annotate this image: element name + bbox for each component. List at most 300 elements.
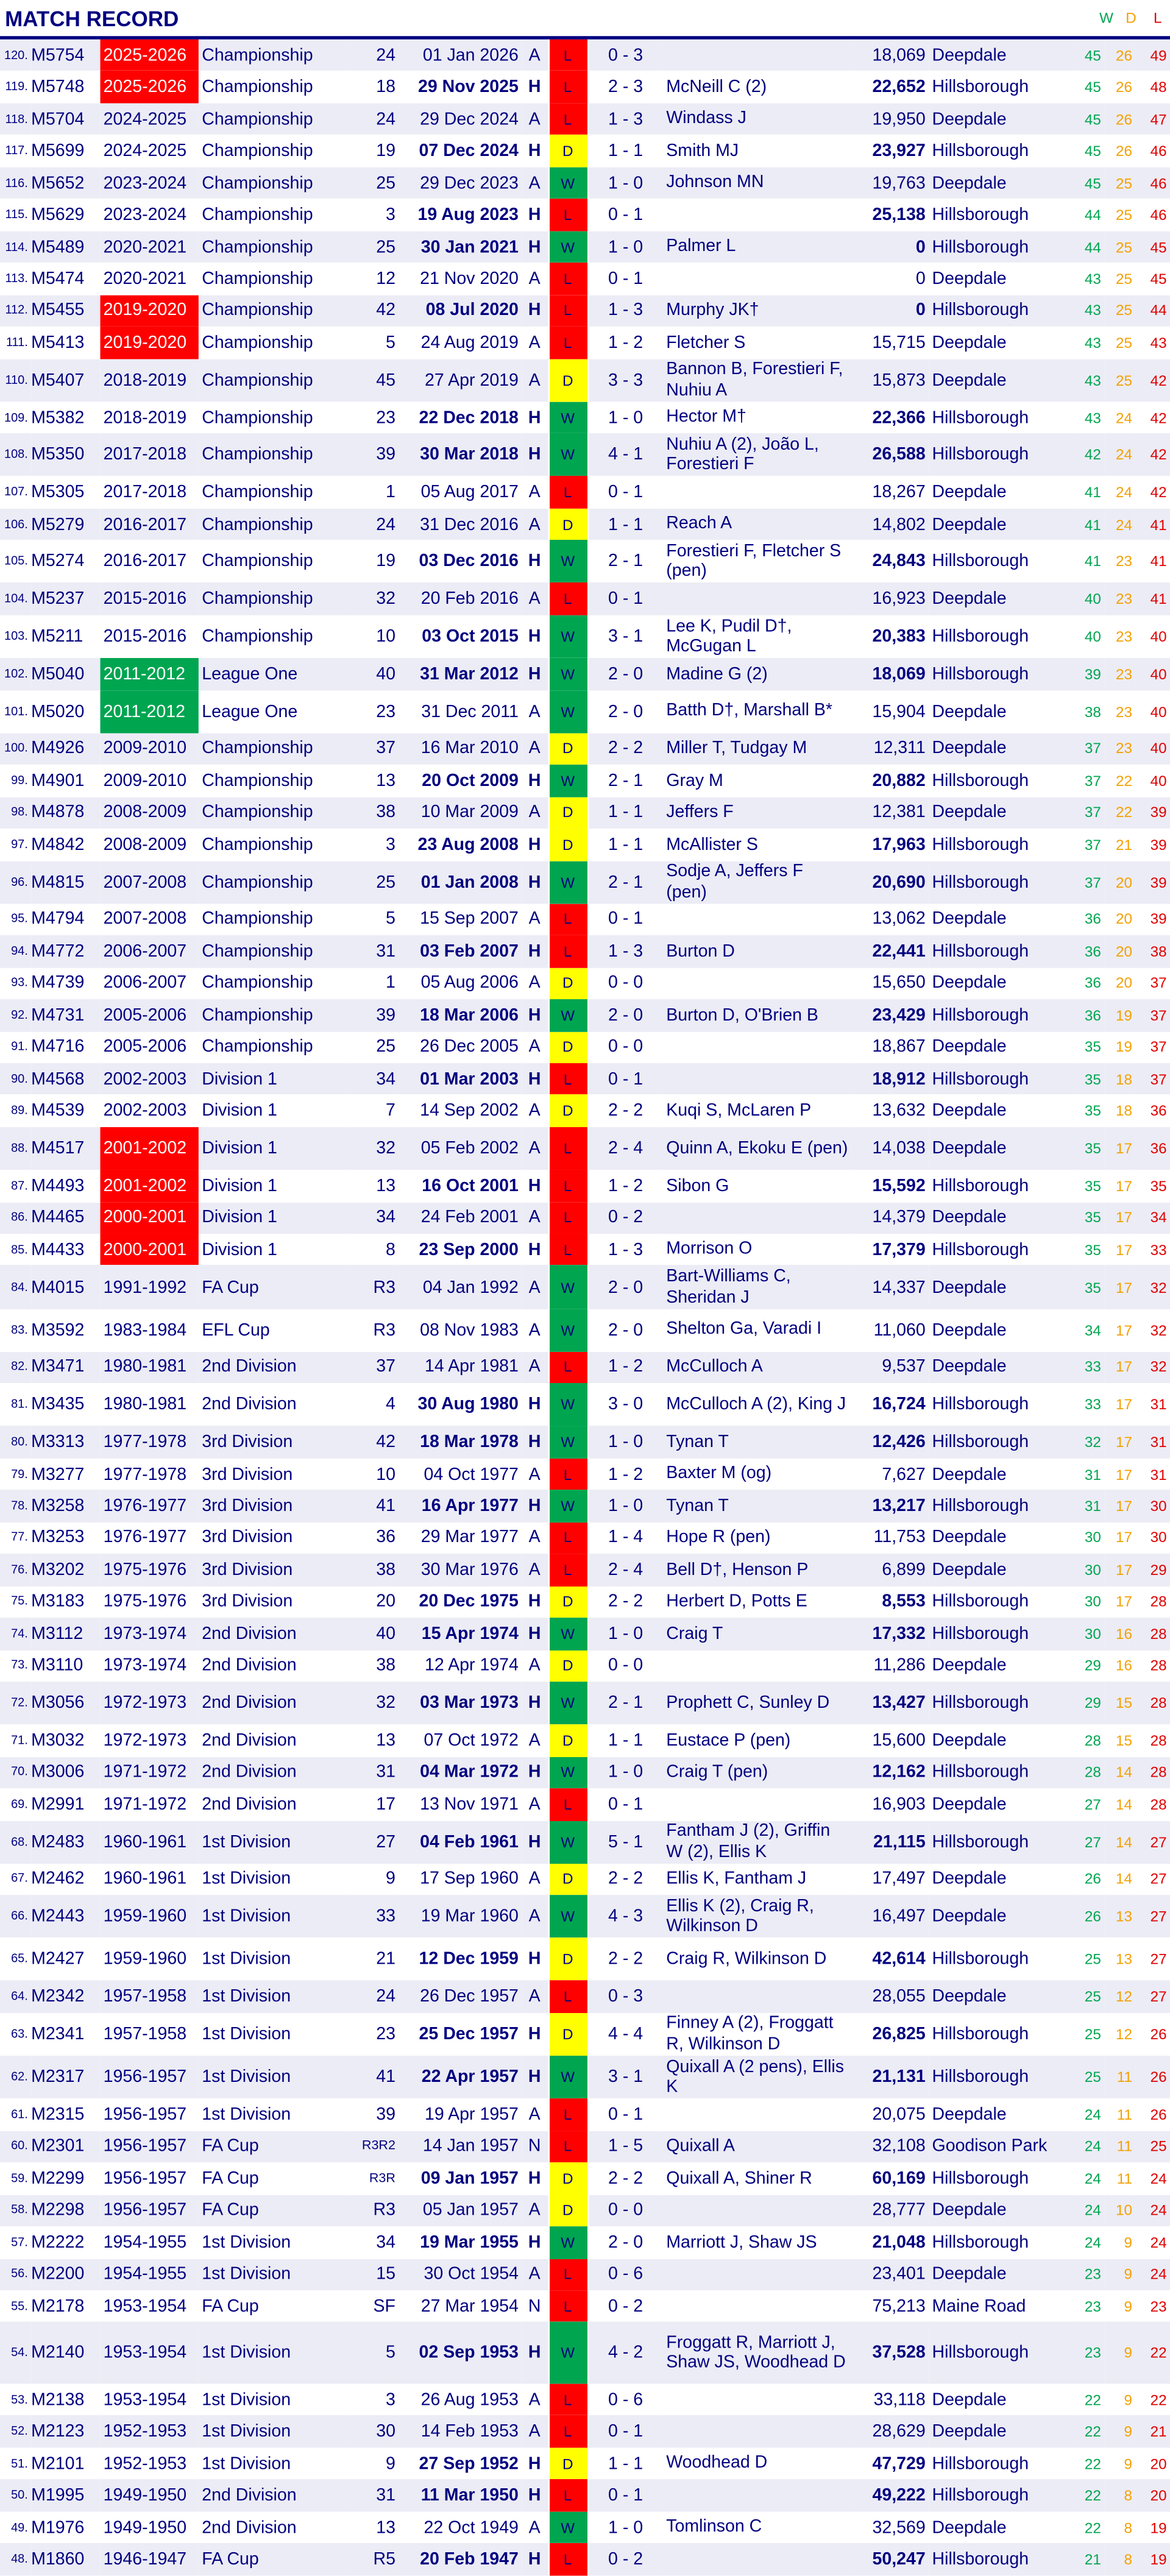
losses-count: 20 bbox=[1150, 2455, 1167, 2472]
round-cell: 25 bbox=[376, 1037, 395, 1057]
round-cell: R3 bbox=[373, 1277, 395, 1297]
competition-cell: Championship bbox=[202, 445, 313, 465]
table-row[interactable] bbox=[0, 1309, 1170, 1351]
score-cell: 2 - 1 bbox=[608, 1693, 644, 1713]
table-row[interactable] bbox=[0, 615, 1170, 658]
score-cell: 0 - 1 bbox=[608, 483, 644, 503]
table-row[interactable] bbox=[0, 690, 1170, 732]
venue-type-cell: A bbox=[528, 1320, 541, 1340]
table-row[interactable] bbox=[0, 1127, 1170, 1170]
table-row[interactable] bbox=[0, 658, 1170, 690]
wins-count: 32 bbox=[1084, 1434, 1101, 1451]
table-row[interactable] bbox=[0, 1586, 1170, 1618]
result-badge: W bbox=[548, 1265, 587, 1308]
wins-count: 25 bbox=[1084, 1951, 1101, 1968]
table-row[interactable] bbox=[0, 1490, 1170, 1522]
venue-type-cell: H bbox=[528, 771, 541, 791]
table-row[interactable] bbox=[0, 167, 1170, 199]
season-cell: 2016-2017 bbox=[103, 551, 187, 572]
round-cell: 27 bbox=[376, 1831, 395, 1852]
wins-count: 21 bbox=[1084, 2551, 1101, 2568]
scorers-cell: Burton D bbox=[666, 941, 735, 961]
draws-count: 9 bbox=[1124, 2344, 1133, 2362]
round-cell: R3 bbox=[373, 1320, 395, 1340]
table-row[interactable] bbox=[0, 765, 1170, 796]
score-cell: 0 - 6 bbox=[608, 2264, 644, 2285]
losses-count: 37 bbox=[1150, 975, 1167, 992]
wins-count: 36 bbox=[1084, 911, 1101, 928]
season-cell: 1973-1974 bbox=[103, 1655, 187, 1676]
table-row[interactable] bbox=[0, 2226, 1170, 2258]
score-cell: 2 - 2 bbox=[608, 1950, 644, 1970]
result-badge: W bbox=[548, 1490, 587, 1522]
match-index: 72. bbox=[11, 1694, 28, 1710]
table-row[interactable] bbox=[0, 797, 1170, 829]
match-index: 71. bbox=[11, 1732, 28, 1747]
venue-type-cell: A bbox=[528, 1794, 541, 1814]
table-row[interactable] bbox=[0, 2131, 1170, 2162]
result-badge: L bbox=[548, 1788, 587, 1820]
match-id: M3112 bbox=[31, 1624, 83, 1644]
match-index: 80. bbox=[11, 1434, 28, 1449]
date-cell: 22 Oct 1949 bbox=[424, 2518, 519, 2538]
venue-cell: Deepdale bbox=[932, 1357, 1007, 1378]
match-id: M3471 bbox=[31, 1357, 85, 1378]
scorers-cell: Kuqi S, McLaren P bbox=[666, 1100, 812, 1121]
draws-count: 9 bbox=[1124, 2391, 1133, 2408]
match-id: M5211 bbox=[31, 626, 83, 646]
match-index: 91. bbox=[11, 1039, 28, 1054]
table-row[interactable] bbox=[0, 263, 1170, 295]
draws-count: 8 bbox=[1124, 2487, 1133, 2504]
scorers-cell bbox=[663, 2416, 852, 2447]
match-index: 62. bbox=[11, 2068, 28, 2084]
attendance-cell: 23,429 bbox=[872, 1005, 926, 1025]
wins-count: 33 bbox=[1084, 1396, 1101, 1414]
table-row[interactable] bbox=[0, 2383, 1170, 2415]
table-row[interactable] bbox=[0, 1384, 1170, 1426]
scorers-cell bbox=[663, 1031, 852, 1063]
draws-count: 24 bbox=[1116, 409, 1133, 426]
score-cell: 0 - 6 bbox=[608, 2390, 644, 2410]
scorers-cell: Nuhiu A (2), João L, Forestieri F bbox=[666, 434, 819, 475]
venue-cell: Hillsborough bbox=[932, 2454, 1029, 2474]
competition-cell: FA Cup bbox=[202, 2549, 259, 2569]
scorers-cell bbox=[663, 263, 852, 295]
match-index: 52. bbox=[11, 2423, 28, 2438]
table-row[interactable] bbox=[0, 583, 1170, 615]
round-cell: SF bbox=[373, 2296, 395, 2316]
table-row[interactable] bbox=[0, 2543, 1170, 2575]
venue-type-cell: A bbox=[528, 2200, 541, 2221]
venue-type-cell: A bbox=[528, 173, 541, 193]
table-row[interactable] bbox=[0, 1757, 1170, 1788]
draws-count: 13 bbox=[1116, 1908, 1133, 1925]
table-row[interactable] bbox=[0, 103, 1170, 135]
table-row[interactable] bbox=[0, 904, 1170, 935]
match-index: 90. bbox=[11, 1070, 28, 1086]
season-cell: 1975-1976 bbox=[103, 1592, 187, 1612]
wins-count: 22 bbox=[1084, 2423, 1101, 2440]
match-id: M5629 bbox=[31, 205, 85, 225]
scorers-cell: Batth D†, Marshall B* bbox=[666, 701, 833, 721]
match-index: 60. bbox=[11, 2138, 28, 2153]
round-cell: 40 bbox=[376, 664, 395, 684]
season-cell: 2023-2024 bbox=[103, 173, 187, 193]
table-row[interactable] bbox=[0, 1725, 1170, 1757]
attendance-cell: 28,055 bbox=[872, 1987, 926, 2007]
round-cell: 30 bbox=[376, 2421, 395, 2442]
table-row[interactable] bbox=[0, 1863, 1170, 1895]
competition-cell: Championship bbox=[202, 589, 313, 609]
losses-count: 19 bbox=[1150, 2551, 1167, 2568]
result-badge: L bbox=[548, 327, 587, 358]
venue-cell: Deepdale bbox=[932, 514, 1007, 534]
table-row[interactable] bbox=[0, 1650, 1170, 1682]
attendance-cell: 24,843 bbox=[872, 551, 926, 572]
draws-count: 16 bbox=[1116, 1626, 1133, 1643]
table-row[interactable] bbox=[0, 508, 1170, 540]
venue-cell: Hillsborough bbox=[932, 1693, 1029, 1713]
venue-cell: Deepdale bbox=[932, 589, 1007, 609]
draws-count: 25 bbox=[1116, 207, 1133, 224]
result-badge: W bbox=[548, 999, 587, 1031]
match-id: M5237 bbox=[31, 589, 85, 609]
losses-count: 42 bbox=[1150, 447, 1167, 464]
table-row[interactable] bbox=[0, 2013, 1170, 2056]
draws-count: 11 bbox=[1116, 2170, 1133, 2187]
competition-cell: 2nd Division bbox=[202, 1624, 297, 1644]
match-index: 75. bbox=[11, 1593, 28, 1608]
date-cell: 11 Mar 1950 bbox=[420, 2485, 519, 2505]
table-row[interactable] bbox=[0, 1063, 1170, 1095]
wins-count: 24 bbox=[1084, 2170, 1101, 2187]
table-row[interactable] bbox=[0, 2099, 1170, 2131]
match-id: M2178 bbox=[31, 2296, 85, 2316]
table-row[interactable] bbox=[0, 829, 1170, 860]
venue-type-cell: A bbox=[528, 1277, 541, 1297]
losses-count: 43 bbox=[1150, 334, 1167, 352]
table-row[interactable] bbox=[0, 2056, 1170, 2098]
wins-count: 26 bbox=[1084, 1871, 1101, 1888]
season-cell: 1953-1954 bbox=[103, 2296, 187, 2316]
table-row[interactable] bbox=[0, 2447, 1170, 2479]
losses-count: 39 bbox=[1150, 804, 1167, 821]
draws-count: 22 bbox=[1116, 804, 1133, 821]
venue-cell: Deepdale bbox=[932, 370, 1007, 391]
score-cell: 0 - 0 bbox=[608, 2200, 644, 2221]
wins-count: 24 bbox=[1084, 2106, 1101, 2123]
draws-count: 25 bbox=[1116, 302, 1133, 319]
date-cell: 19 Apr 1957 bbox=[425, 2104, 519, 2125]
draws-count: 26 bbox=[1116, 111, 1133, 128]
table-row[interactable] bbox=[0, 2195, 1170, 2226]
venue-type-cell: H bbox=[528, 1069, 541, 1089]
wins-count: 27 bbox=[1084, 1796, 1101, 1813]
result-badge: W bbox=[548, 2226, 587, 2258]
match-index: 65. bbox=[11, 1951, 28, 1966]
table-row[interactable] bbox=[0, 540, 1170, 583]
draws-count: 25 bbox=[1116, 372, 1133, 389]
scorers-cell: Hector M† bbox=[666, 407, 746, 427]
venue-type-cell: H bbox=[528, 941, 541, 961]
draws-count: 8 bbox=[1124, 2551, 1133, 2568]
score-cell: 1 - 2 bbox=[608, 1176, 644, 1196]
table-row[interactable] bbox=[0, 2511, 1170, 2543]
match-index: 49. bbox=[11, 2519, 28, 2535]
attendance-cell: 22,441 bbox=[872, 941, 926, 961]
table-row[interactable] bbox=[0, 2162, 1170, 2194]
draws-count: 24 bbox=[1116, 484, 1133, 501]
table-row[interactable] bbox=[0, 476, 1170, 508]
table-row[interactable] bbox=[0, 1981, 1170, 2012]
table-row[interactable] bbox=[0, 860, 1170, 903]
table-row[interactable] bbox=[0, 295, 1170, 327]
date-cell: 04 Mar 1972 bbox=[420, 1763, 519, 1783]
score-cell: 2 - 1 bbox=[608, 771, 644, 791]
table-row[interactable] bbox=[0, 935, 1170, 967]
date-cell: 19 Mar 1960 bbox=[420, 1906, 519, 1927]
table-row[interactable] bbox=[0, 231, 1170, 263]
table-row[interactable] bbox=[0, 1938, 1170, 1981]
match-id: M5748 bbox=[31, 77, 85, 97]
table-row[interactable] bbox=[0, 2480, 1170, 2511]
attendance-cell: 47,729 bbox=[872, 2454, 926, 2474]
table-row[interactable] bbox=[0, 2259, 1170, 2290]
season-cell: 2019-2020 bbox=[100, 327, 199, 358]
score-cell: 1 - 1 bbox=[608, 2454, 644, 2474]
round-cell: 31 bbox=[376, 2485, 395, 2505]
table-row[interactable] bbox=[0, 1202, 1170, 1234]
venue-type-cell: A bbox=[528, 1357, 541, 1378]
competition-cell: 1st Division bbox=[202, 2343, 291, 2363]
score-cell: 2 - 2 bbox=[608, 2168, 644, 2189]
table-row[interactable] bbox=[0, 1554, 1170, 1586]
score-cell: 0 - 0 bbox=[608, 1037, 644, 1057]
table-row[interactable] bbox=[0, 1170, 1170, 1201]
wins-count: 41 bbox=[1084, 553, 1101, 570]
venue-type-cell: A bbox=[528, 1906, 541, 1927]
losses-count: 47 bbox=[1150, 111, 1167, 128]
match-id: M2483 bbox=[31, 1831, 85, 1852]
match-index: 57. bbox=[11, 2234, 28, 2249]
score-cell: 1 - 3 bbox=[608, 941, 644, 961]
match-id: M3313 bbox=[31, 1432, 85, 1453]
losses-count: 31 bbox=[1150, 1396, 1167, 1414]
round-cell: 3 bbox=[386, 835, 395, 855]
venue-type-cell: A bbox=[528, 2518, 541, 2538]
scorers-cell: Bannon B, Forestieri F, Nuhiu A bbox=[666, 359, 843, 400]
draws-count: 14 bbox=[1116, 1796, 1133, 1813]
table-row[interactable] bbox=[0, 1351, 1170, 1383]
losses-count: 48 bbox=[1150, 79, 1167, 96]
competition-cell: 2nd Division bbox=[202, 2485, 297, 2505]
table-row[interactable] bbox=[0, 71, 1170, 103]
competition-cell: FA Cup bbox=[202, 2136, 259, 2157]
venue-cell: Deepdale bbox=[932, 2421, 1007, 2442]
venue-cell: Deepdale bbox=[932, 1208, 1007, 1228]
season-cell: 1960-1961 bbox=[103, 1869, 187, 1889]
score-cell: 0 - 0 bbox=[608, 973, 644, 994]
table-row[interactable] bbox=[0, 1458, 1170, 1490]
date-cell: 12 Apr 1974 bbox=[425, 1655, 519, 1676]
losses-count: 36 bbox=[1150, 1140, 1167, 1157]
venue-type-cell: A bbox=[528, 1037, 541, 1057]
competition-cell: 2nd Division bbox=[202, 1693, 297, 1713]
table-row[interactable] bbox=[0, 1895, 1170, 1938]
table-row[interactable] bbox=[0, 968, 1170, 999]
score-cell: 3 - 1 bbox=[608, 626, 644, 646]
scorers-cell bbox=[663, 1063, 852, 1095]
scorers-cell: Craig T (pen) bbox=[666, 1762, 768, 1782]
season-cell: 1949-1950 bbox=[103, 2485, 187, 2505]
wins-count: 31 bbox=[1084, 1498, 1101, 1515]
venue-cell: Deepdale bbox=[932, 738, 1007, 759]
losses-count: 31 bbox=[1150, 1466, 1167, 1482]
round-cell: 37 bbox=[376, 1357, 395, 1378]
attendance-cell: 22,652 bbox=[872, 77, 926, 97]
competition-cell: 3rd Division bbox=[202, 1496, 293, 1516]
attendance-cell: 14,337 bbox=[872, 1277, 926, 1297]
competition-cell: Championship bbox=[202, 973, 313, 994]
match-id: M4901 bbox=[31, 771, 85, 791]
draws-count: 13 bbox=[1116, 1951, 1133, 1968]
losses-count: 42 bbox=[1150, 484, 1167, 501]
scorers-cell: Reach A bbox=[666, 514, 732, 534]
match-index: 50. bbox=[11, 2487, 28, 2502]
attendance-cell: 13,062 bbox=[872, 909, 926, 930]
losses-count: 40 bbox=[1150, 772, 1167, 789]
draws-count: 23 bbox=[1116, 628, 1133, 645]
result-badge: D bbox=[548, 797, 587, 829]
attendance-cell: 15,650 bbox=[872, 973, 926, 994]
date-cell: 01 Jan 2026 bbox=[422, 45, 519, 65]
table-row[interactable] bbox=[0, 999, 1170, 1031]
table-row[interactable] bbox=[0, 2290, 1170, 2322]
match-id: M1995 bbox=[31, 2485, 85, 2505]
match-index: 76. bbox=[11, 1562, 28, 1577]
match-id: M3183 bbox=[31, 1592, 85, 1612]
table-row[interactable] bbox=[0, 1095, 1170, 1127]
table-row[interactable] bbox=[0, 1788, 1170, 1820]
table-row[interactable] bbox=[0, 1618, 1170, 1649]
competition-cell: Division 1 bbox=[202, 1176, 277, 1196]
season-cell: 1980-1981 bbox=[103, 1357, 187, 1378]
draws-count: 17 bbox=[1116, 1562, 1133, 1579]
losses-count: 27 bbox=[1150, 1871, 1167, 1888]
competition-cell: Championship bbox=[202, 514, 313, 534]
table-row[interactable] bbox=[0, 1234, 1170, 1265]
table-row[interactable] bbox=[0, 327, 1170, 358]
draws-count: 23 bbox=[1116, 740, 1133, 757]
match-id: M2200 bbox=[31, 2264, 85, 2285]
scorers-cell bbox=[663, 40, 852, 71]
match-index: 70. bbox=[11, 1764, 28, 1780]
attendance-cell: 11,753 bbox=[873, 1528, 926, 1548]
venue-type-cell: H bbox=[528, 626, 541, 646]
date-cell: 24 Feb 2001 bbox=[420, 1208, 519, 1228]
losses-count: 28 bbox=[1150, 1657, 1167, 1674]
table-row[interactable] bbox=[0, 40, 1170, 71]
table-row[interactable] bbox=[0, 2416, 1170, 2447]
table-row[interactable] bbox=[0, 135, 1170, 167]
losses-count: 28 bbox=[1150, 1796, 1167, 1813]
attendance-cell: 20,690 bbox=[872, 872, 926, 892]
table-row[interactable] bbox=[0, 1426, 1170, 1458]
attendance-cell: 32,569 bbox=[872, 2518, 926, 2538]
result-badge: W bbox=[548, 1682, 587, 1724]
round-cell: 10 bbox=[376, 1464, 395, 1484]
competition-cell: Championship bbox=[202, 237, 313, 257]
table-row[interactable] bbox=[0, 402, 1170, 433]
result-badge: W bbox=[548, 1384, 587, 1426]
match-id: M4015 bbox=[31, 1277, 85, 1297]
draws-count: 25 bbox=[1116, 238, 1133, 255]
table-row[interactable] bbox=[0, 733, 1170, 765]
draws-count: 17 bbox=[1116, 1359, 1133, 1376]
draws-column-header: D bbox=[1126, 10, 1136, 27]
match-index: 113. bbox=[5, 271, 28, 286]
score-cell: 0 - 1 bbox=[608, 909, 644, 930]
result-badge: L bbox=[548, 71, 587, 103]
match-id: M3277 bbox=[31, 1464, 85, 1484]
round-cell: 20 bbox=[376, 1592, 395, 1612]
season-cell: 2000-2001 bbox=[100, 1202, 199, 1234]
result-badge: L bbox=[548, 583, 587, 615]
attendance-cell: 16,724 bbox=[872, 1395, 926, 1415]
result-badge: L bbox=[548, 2383, 587, 2415]
match-index: 104. bbox=[4, 590, 28, 606]
attendance-cell: 75,213 bbox=[872, 2296, 926, 2316]
table-row[interactable] bbox=[0, 359, 1170, 402]
table-row[interactable] bbox=[0, 2322, 1170, 2383]
table-row[interactable] bbox=[0, 199, 1170, 231]
draws-count: 23 bbox=[1116, 553, 1133, 570]
attendance-cell: 17,963 bbox=[872, 835, 926, 855]
table-row[interactable] bbox=[0, 1265, 1170, 1308]
result-badge: L bbox=[548, 904, 587, 935]
competition-cell: 2nd Division bbox=[202, 1763, 297, 1783]
losses-count: 41 bbox=[1150, 590, 1167, 607]
table-row[interactable] bbox=[0, 434, 1170, 476]
season-cell: 1976-1977 bbox=[103, 1496, 187, 1516]
venue-cell: Hillsborough bbox=[932, 872, 1029, 892]
match-id: M2301 bbox=[31, 2136, 85, 2157]
draws-count: 19 bbox=[1116, 1039, 1133, 1056]
wins-count: 35 bbox=[1084, 1070, 1101, 1088]
season-cell: 2025-2026 bbox=[100, 40, 199, 71]
venue-cell: Hillsborough bbox=[932, 1950, 1029, 1970]
losses-count: 39 bbox=[1150, 911, 1167, 928]
result-badge: W bbox=[548, 1895, 587, 1938]
date-cell: 27 Sep 1952 bbox=[419, 2454, 519, 2474]
competition-cell: 1st Division bbox=[202, 2421, 291, 2442]
venue-cell: Hillsborough bbox=[932, 771, 1029, 791]
match-index: 112. bbox=[5, 302, 28, 318]
venue-cell: Hillsborough bbox=[932, 445, 1029, 465]
date-cell: 04 Jan 1992 bbox=[422, 1277, 519, 1297]
table-row[interactable] bbox=[0, 1522, 1170, 1554]
table-row[interactable] bbox=[0, 1682, 1170, 1724]
table-row[interactable] bbox=[0, 1031, 1170, 1063]
scorers-cell: Shelton Ga, Varadi I bbox=[666, 1320, 822, 1340]
table-row[interactable] bbox=[0, 1821, 1170, 1863]
losses-count: 32 bbox=[1150, 1322, 1167, 1339]
date-cell: 18 Mar 2006 bbox=[420, 1005, 519, 1025]
draws-count: 17 bbox=[1116, 1498, 1133, 1515]
date-cell: 25 Dec 1957 bbox=[419, 2024, 519, 2045]
match-id: M2138 bbox=[31, 2390, 85, 2410]
